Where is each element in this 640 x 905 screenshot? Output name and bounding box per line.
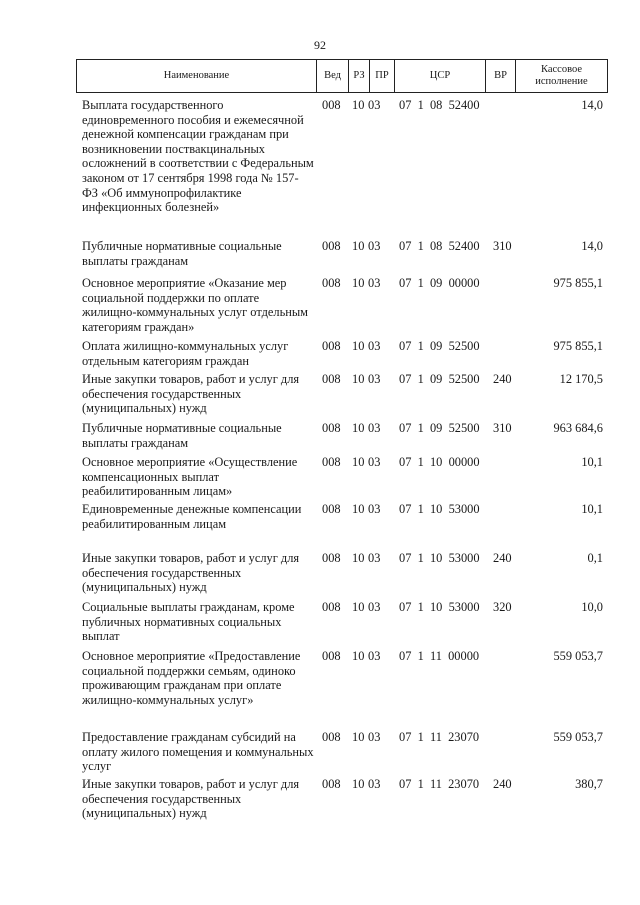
- row-csr: 07 1 08 52400: [399, 239, 480, 253]
- row-sum: 12 170,5: [559, 372, 603, 386]
- row-ved: 008: [322, 777, 341, 791]
- row-ved: 008: [322, 98, 341, 112]
- row-pr: 03: [368, 600, 381, 614]
- header-pr: ПР: [369, 60, 394, 92]
- row-sum: 0,1: [587, 551, 603, 565]
- row-csr: 07 1 08 52400: [399, 98, 480, 112]
- row-pr: 03: [368, 777, 381, 791]
- header-sum-line1: Кассовое: [540, 64, 583, 75]
- row-csr: 07 1 10 53000: [399, 600, 480, 614]
- row-ved: 008: [322, 502, 341, 516]
- row-ved: 008: [322, 649, 341, 663]
- row-csr: 07 1 11 23070: [399, 777, 480, 791]
- row-pr: 03: [368, 502, 381, 516]
- row-sum: 10,1: [581, 502, 603, 516]
- row-csr: 07 1 11 00000: [399, 649, 480, 663]
- row-vr: 240: [493, 777, 512, 791]
- row-pr: 03: [368, 649, 381, 663]
- row-ved: 008: [322, 600, 341, 614]
- header-rz: РЗ: [348, 60, 369, 92]
- row-vr: 310: [493, 421, 512, 435]
- row-csr: 07 1 10 53000: [399, 551, 480, 565]
- header-sum: [515, 60, 607, 92]
- row-vr: 320: [493, 600, 512, 614]
- row-sum: 559 053,7: [553, 730, 603, 744]
- row-ved: 008: [322, 372, 341, 386]
- row-name: Иные закупки товаров, работ и услуг для обеспечения государственных (муниципальных) нужд: [82, 551, 300, 595]
- row-vr: 240: [493, 372, 512, 386]
- row-ved: 008: [322, 339, 341, 353]
- row-name: Единовременные денежные компенсации реабилитированным лицам: [82, 502, 302, 531]
- row-ved: 008: [322, 239, 341, 253]
- row-pr: 03: [368, 421, 381, 435]
- header-csr: ЦСР: [394, 60, 485, 92]
- row-pr: 03: [368, 372, 381, 386]
- row-pr: 03: [368, 239, 381, 253]
- row-rz: 10: [352, 239, 365, 253]
- row-csr: 07 1 11 23070: [399, 730, 480, 744]
- row-pr: 03: [368, 276, 381, 290]
- row-csr: 07 1 09 00000: [399, 276, 480, 290]
- row-name: Социальные выплаты гражданам, кроме публичных нормативных социальных выплат: [82, 600, 295, 644]
- row-name: Выплата государственного единовременного пособия и ежемесячной денежной компенсации гражданам при возникновении поствакцинальных осложнений в соответствии с Федеральным законом от 17 сентября 1998 года № 157-ФЗ «Об иммунопрофилактике инфекционных болезней»: [82, 98, 314, 215]
- row-sum: 380,7: [575, 777, 603, 791]
- row-sum: 963 684,6: [553, 421, 603, 435]
- row-rz: 10: [352, 551, 365, 565]
- row-pr: 03: [368, 455, 381, 469]
- row-sum: 559 053,7: [553, 649, 603, 663]
- row-csr: 07 1 09 52500: [399, 339, 480, 353]
- header-ved: Вед: [316, 60, 348, 92]
- page-number: 92: [314, 38, 326, 52]
- table-header: [76, 59, 608, 93]
- row-name: Иные закупки товаров, работ и услуг для обеспечения государственных (муниципальных) нужд: [82, 372, 300, 416]
- row-name: Публичные нормативные социальные выплаты гражданам: [82, 421, 282, 450]
- row-vr: 240: [493, 551, 512, 565]
- row-csr: 07 1 10 53000: [399, 502, 480, 516]
- row-ved: 008: [322, 421, 341, 435]
- header-name: Наименование: [163, 70, 230, 81]
- row-sum: 10,1: [581, 455, 603, 469]
- row-pr: 03: [368, 551, 381, 565]
- row-csr: 07 1 09 52500: [399, 421, 480, 435]
- row-csr: 07 1 09 52500: [399, 372, 480, 386]
- row-csr: 07 1 10 00000: [399, 455, 480, 469]
- row-ved: 008: [322, 551, 341, 565]
- row-name: Оплата жилищно-коммунальных услуг отдельным категориям граждан: [82, 339, 289, 368]
- row-sum: 14,0: [581, 98, 603, 112]
- row-name: Иные закупки товаров, работ и услуг для обеспечения государственных (муниципальных) нужд: [82, 777, 300, 821]
- row-rz: 10: [352, 98, 365, 112]
- row-rz: 10: [352, 502, 365, 516]
- row-name: Предоставление гражданам субсидий на оплату жилого помещения и коммунальных услуг: [82, 730, 314, 774]
- row-pr: 03: [368, 339, 381, 353]
- row-sum: 975 855,1: [553, 339, 603, 353]
- row-rz: 10: [352, 730, 365, 744]
- row-pr: 03: [368, 98, 381, 112]
- row-ved: 008: [322, 276, 341, 290]
- row-rz: 10: [352, 600, 365, 614]
- row-rz: 10: [352, 421, 365, 435]
- header-vr: ВР: [485, 60, 515, 92]
- row-name: Основное мероприятие «Оказание мер социальной поддержки по оплате жилищно-коммунальных услуг отдельным категориям граждан»: [82, 276, 309, 334]
- row-ved: 008: [322, 455, 341, 469]
- header-sum-line2: исполнение: [535, 76, 588, 87]
- row-rz: 10: [352, 649, 365, 663]
- row-sum: 975 855,1: [553, 276, 603, 290]
- row-name: Публичные нормативные социальные выплаты гражданам: [82, 239, 282, 268]
- row-sum: 10,0: [581, 600, 603, 614]
- row-rz: 10: [352, 372, 365, 386]
- row-rz: 10: [352, 777, 365, 791]
- row-rz: 10: [352, 455, 365, 469]
- row-rz: 10: [352, 276, 365, 290]
- row-pr: 03: [368, 730, 381, 744]
- row-name: Основное мероприятие «Осуществление компенсационных выплат реабилитированным лицам»: [82, 455, 298, 499]
- row-vr: 310: [493, 239, 512, 253]
- row-name: Основное мероприятие «Предоставление социальной поддержки семьям, одиноко проживающим гражданам при оплате жилищно-коммунальных услуг»: [82, 649, 301, 707]
- row-sum: 14,0: [581, 239, 603, 253]
- row-rz: 10: [352, 339, 365, 353]
- row-ved: 008: [322, 730, 341, 744]
